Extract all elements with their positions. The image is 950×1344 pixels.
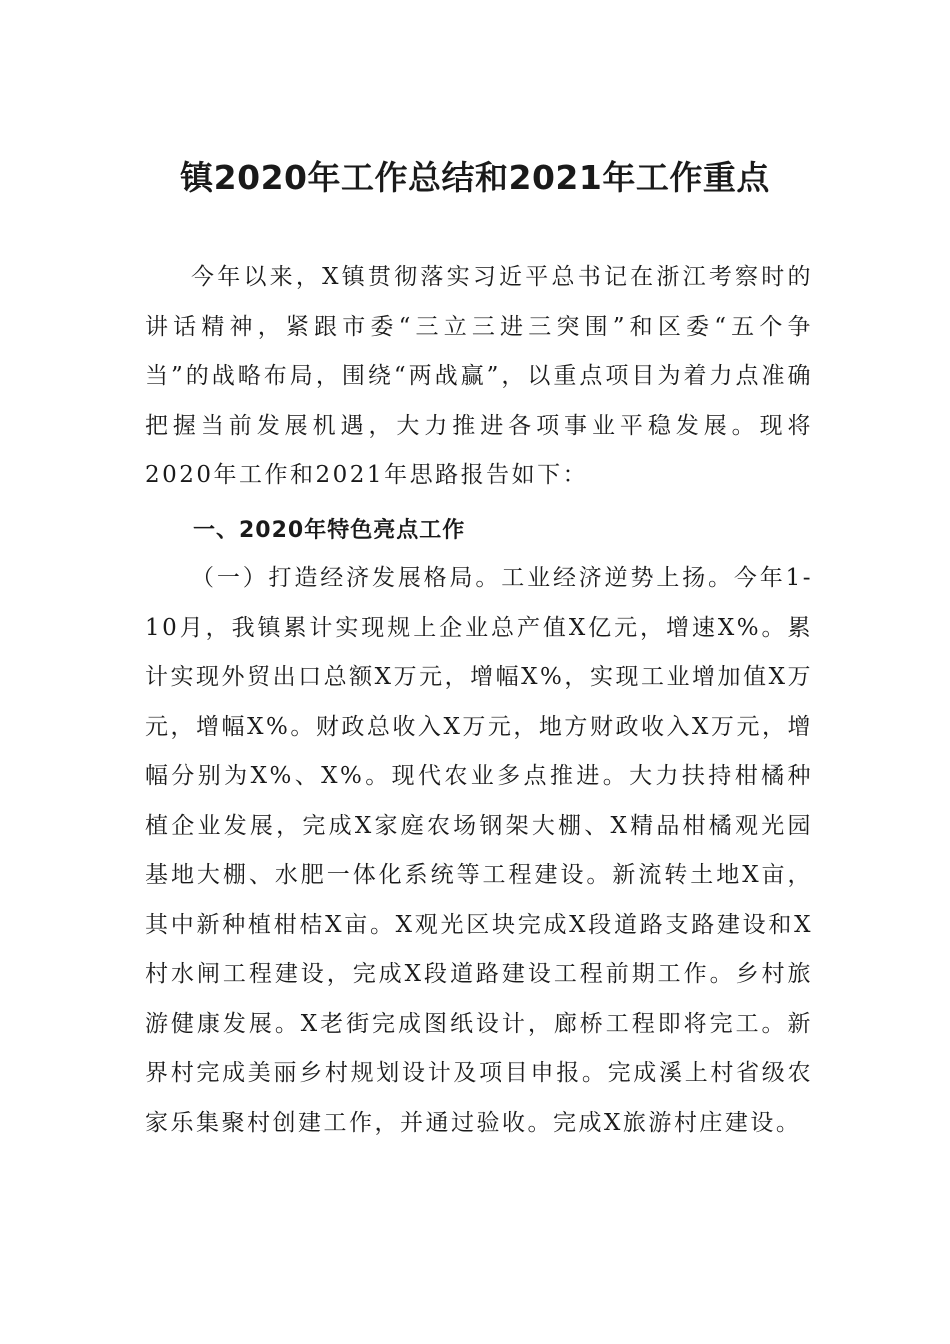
subsection-body: 工业经济逆势上扬。今年1-10月，我镇累计实现规上企业总产值X亿元，增速X%。累计实现外贸出口总额X万元，增幅X%，实现工业增加值X万元，增幅X%。财政总收入X万元，地方财政收入X万元，增幅分别为X%、X%。现代农业多点推进。大力扶持柑橘种植企业发展，完成X家庭农场钢架大棚、X精品柑橘观光园基地大棚、水肥一体化系统等工程建设。新流转土地X亩，其中新种植柑桔X亩。X观光区块完成X段道路支路建设和X村水闸工程建设，完成X段道路建设工程前期工作。乡村旅游健康发展。X老街完成图纸设计，廊桥工程即将完工。新界村完成美丽乡村规划设计及项目申报。完成溪上村省级农家乐集聚村创建工作，并通过验收。完成X旅游村庄建设。 xyxy=(145,565,814,1136)
document-title: 镇2020年工作总结和2021年工作重点 xyxy=(180,158,770,197)
intro-paragraph: 今年以来，X镇贯彻落实习近平总书记在浙江考察时的讲话精神，紧跟市委“三立三进三突围”和区委“五个争当”的战略布局，围绕“两战赢”，以重点项目为着力点准确把握当前发展机遇，大力推进各项事业平稳发展。现将2020年工作和2021年思路报告如下： xyxy=(145,264,813,488)
section-heading: 一、2020年特色亮点工作 xyxy=(193,518,466,543)
subsection-lead: （一）打造经济发展格局。 xyxy=(191,565,502,591)
section-paragraph xyxy=(145,554,813,1148)
